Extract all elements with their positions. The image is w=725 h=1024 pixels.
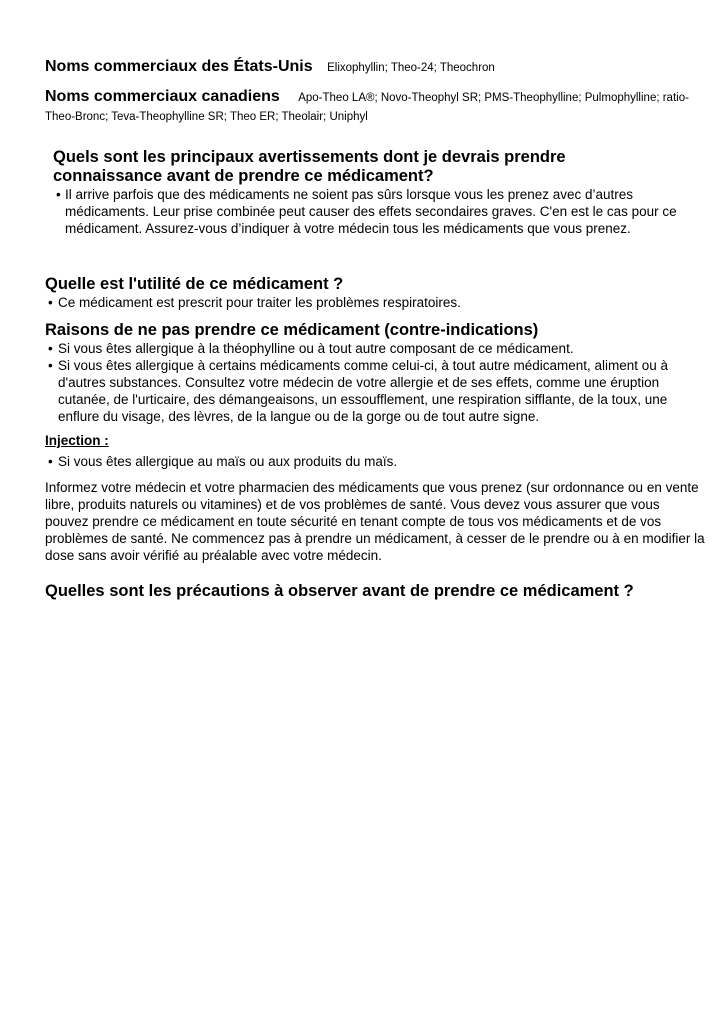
- usage-bullet: [45, 294, 705, 311]
- injection-bullet-text: Si vous êtes allergique au maïs ou aux produits du maïs.: [58, 454, 398, 469]
- warnings-heading-line-1: Quels sont les principaux avertissements dont je devrais prendre: [53, 148, 566, 166]
- precautions-heading: Quelles sont les précautions à observer avant de prendre ce médicament ?: [45, 582, 634, 600]
- canadian-brand-names-row: [45, 88, 705, 126]
- usage-heading: Quelle est l'utilité de ce médicament ?: [45, 275, 344, 293]
- canadian-brand-heading: Noms commerciaux canadiens: [45, 88, 280, 105]
- usage-section: [45, 275, 705, 311]
- canadian-brand-names: Apo-Theo LA®; Novo-Theophyl SR; PMS-Theophylline; Pulmophylline; ratio-Theo-Bronc; Teva-Theophylline SR; Theo ER; Theolair; Uniphyl: [45, 92, 689, 123]
- contraindication-bullet: [45, 340, 705, 357]
- bullet-marker: •: [48, 454, 53, 469]
- us-brand-names-row: [45, 58, 495, 76]
- usage-bullet-text: Ce médicament est prescrit pour traiter les problèmes respiratoires.: [58, 295, 461, 310]
- us-brand-heading: Noms commerciaux des États-Unis: [45, 58, 313, 75]
- warnings-heading: [53, 148, 703, 186]
- contraindication-bullet-text: Si vous êtes allergique à la théophylline ou à tout autre composant de ce médicament.: [58, 341, 574, 356]
- warnings-bullet-text: Il arrive parfois que des médicaments ne soient pas sûrs lorsque vous les prenez avec d’autres médicaments. Leur prise combinée peut causer des effets secondaires graves. C'en est le cas pour ce médicament. Assurez-vous d’indiquer à votre médecin tous les médicaments que vous prenez.: [65, 187, 677, 236]
- bullet-marker: •: [48, 358, 53, 373]
- injection-subheading: Injection :: [45, 433, 109, 448]
- contraindications-heading: Raisons de ne pas prendre ce médicament (contre-indications): [45, 321, 539, 339]
- us-brand-names: Elixophyllin; Theo-24; Theochron: [327, 62, 495, 74]
- bullet-marker: •: [48, 295, 53, 310]
- warnings-bullet: [53, 186, 703, 237]
- bullet-marker: •: [56, 187, 61, 202]
- contraindications-section: [45, 321, 705, 425]
- bullet-marker: •: [48, 341, 53, 356]
- contraindication-bullet: [45, 357, 705, 425]
- injection-bullet: [45, 453, 718, 470]
- warnings-section: [53, 148, 703, 237]
- contraindication-bullet-text: Si vous êtes allergique à certains médicaments comme celui-ci, à tout autre médicament, aliment ou à d'autres substances. Consultez votre médecin de votre allergie et de ses effets, comme une éruption cutanée, de l'urticaire, des démangeaisons, un essoufflement, une respiration sifflante, de la toux, une enflure du visage, des lèvres, de la langue ou de la gorge ou de tout autre signe.: [58, 358, 669, 424]
- warnings-heading-line-2: connaissance avant de prendre ce médicament?: [53, 167, 434, 185]
- inform-doctor-paragraph: Informez votre médecin et votre pharmacien des médicaments que vous prenez (sur ordonnance ou en vente libre, produits naturels ou vitamines) et de vos problèmes de santé. Vous devez vous assurer que vous pouvez prendre ce médicament en toute sécurité en tenant compte de tous vos médicaments et de vos problèmes de santé. Ne commencez pas à prendre un médicament, à cesser de le prendre ou à en modifier la dose sans avoir vérifié au préalable avec votre médecin.: [45, 480, 705, 563]
